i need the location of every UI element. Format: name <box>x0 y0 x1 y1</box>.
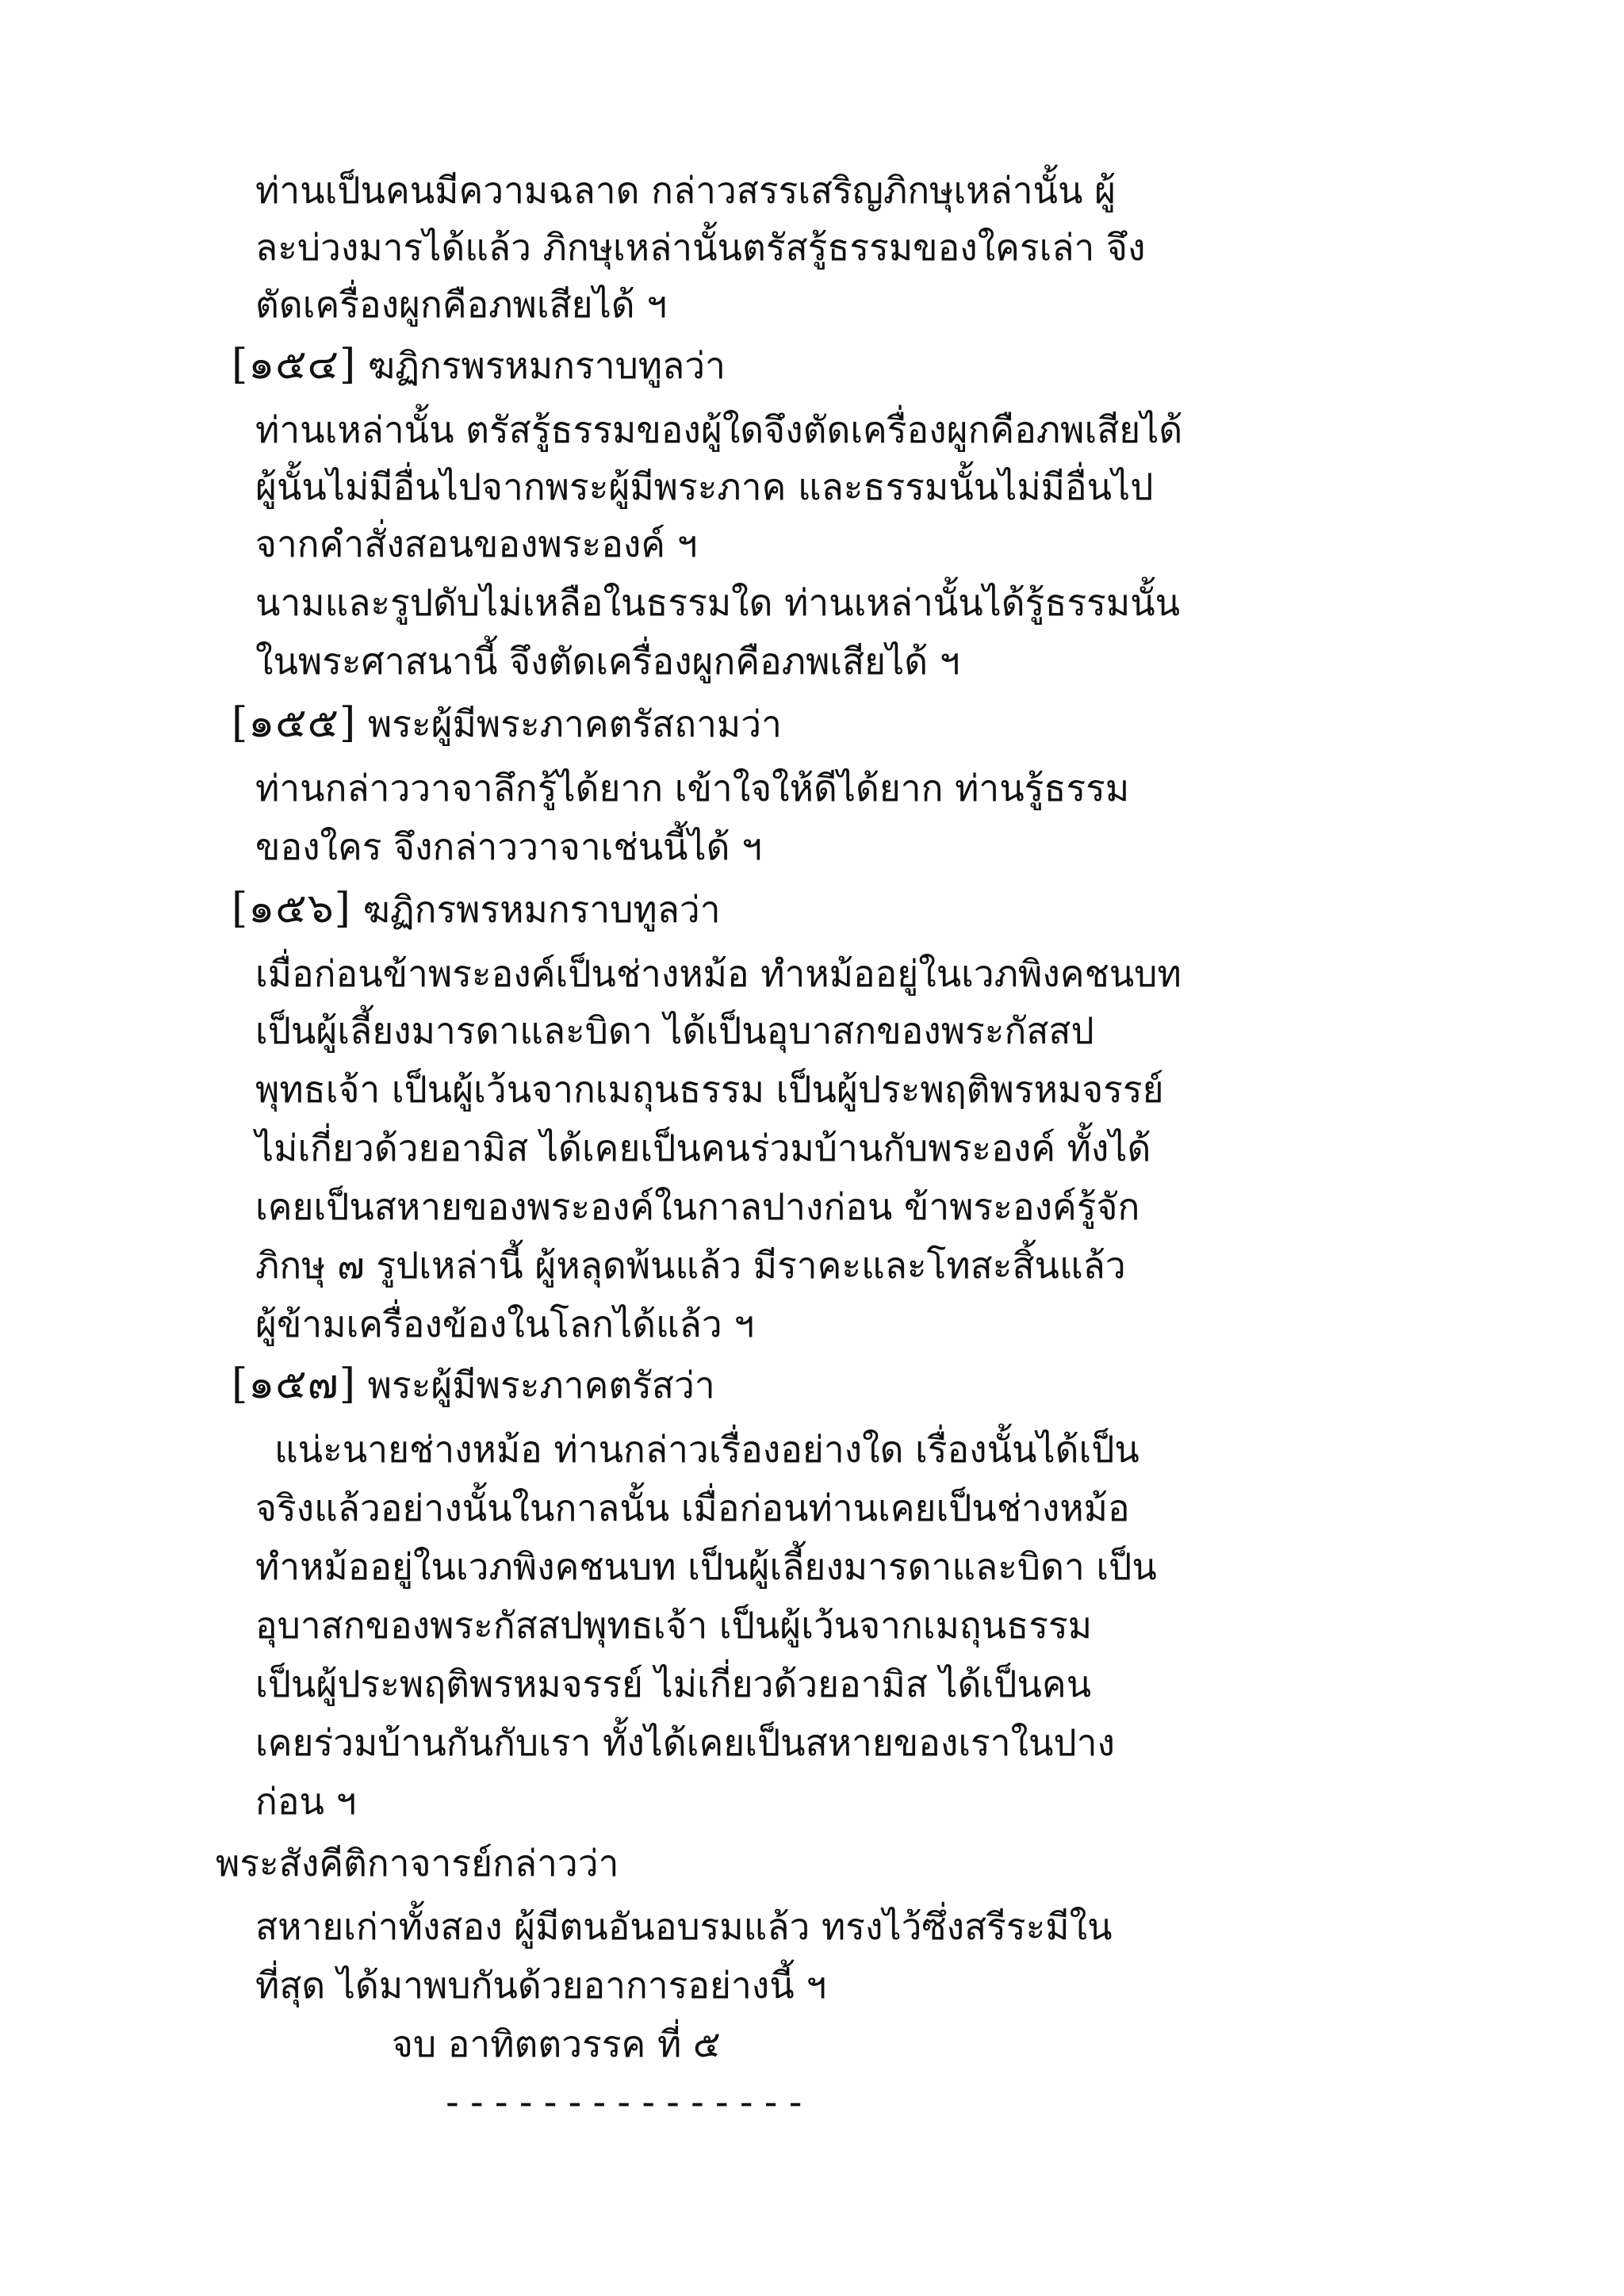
section-heading <box>232 701 782 745</box>
verse-line: ที่สุด ได้มาพบกันด้วยอาการอย่างนี้ ฯ <box>255 1964 827 2007</box>
verse-line: เป็นผู้เลี้ยงมารดาและบิดา ได้เป็นอุบาสกของพระกัสสป <box>255 1009 1094 1052</box>
divider-line: --------------- <box>441 2080 809 2125</box>
speaker-label: พระผู้มีพระภาคตรัสถามว่า <box>367 702 782 745</box>
verse-line: สหายเก่าทั้งสอง ผู้มีตนอันอบรมแล้ว ทรงไว้ซึ่งสรีระมีใน <box>255 1905 1113 1948</box>
verse-line: อุบาสกของพระกัสสปพุทธเจ้า เป็นผู้เว้นจากเมถุนธรรม <box>255 1604 1093 1647</box>
verse-line: ตัดเครื่องผูกคือภพเสียได้ ฯ <box>255 283 668 326</box>
verse-line: ท่านกล่าววาจาลึกรู้ได้ยาก เข้าใจให้ดีได้ยาก ท่านรู้ธรรม <box>255 767 1130 809</box>
section-number: [๑๕๔] <box>232 341 357 388</box>
verse-line: จริงแล้วอย่างนั้นในกาลนั้น เมื่อก่อนท่านเคยเป็นช่างหม้อ <box>255 1487 1130 1529</box>
verse-line: ละบ่วงมารได้แล้ว ภิกษุเหล่านั้นตรัสรู้ธรรมของใครเล่า จึง <box>255 226 1146 269</box>
verse-line: ก่อน ฯ <box>255 1780 357 1823</box>
section-number: [๑๕๗] <box>232 1360 357 1408</box>
section-number: [๑๕๕] <box>232 699 357 747</box>
verse-line: จากคำสั่งสอนของพระองค์ ฯ <box>255 522 698 565</box>
verse-line: แน่ะนายช่างหม้อ ท่านกล่าวเรื่องอย่างใด เรื่องนั้นได้เป็น <box>274 1428 1139 1471</box>
section-heading <box>232 342 726 387</box>
verse-line: ผู้ข้ามเครื่องข้องในโลกได้แล้ว ฯ <box>255 1303 755 1345</box>
verse-line: ในพระศาสนานี้ จึงตัดเครื่องผูกคือภพเสียได้ ฯ <box>255 640 960 683</box>
speaker-label: ฆฏิกรพรหมกราบทูลว่า <box>367 344 726 387</box>
verse-line: ไม่เกี่ยวด้วยอามิส ได้เคยเป็นคนร่วมบ้านกับพระองค์ ทั้งได้ <box>255 1127 1151 1169</box>
verse-line: พุทธเจ้า เป็นผู้เว้นจากเมถุนธรรม เป็นผู้ประพฤติพรหมจรรย์ <box>255 1068 1164 1111</box>
verse-line: เป็นผู้ประพฤติพรหมจรรย์ ไม่เกี่ยวด้วยอามิส ได้เป็นคน <box>255 1663 1092 1705</box>
verse-line: เคยเป็นสหายของพระองค์ในกาลปางก่อน ข้าพระองค์รู้จัก <box>255 1185 1140 1228</box>
speaker-label: พระผู้มีพระภาคตรัสว่า <box>367 1364 715 1406</box>
chapter-end-title: จบ อาทิตตวรรค ที่ ๕ <box>392 2022 721 2065</box>
verse-line: ของใคร จึงกล่าววาจาเช่นนี้ได้ ฯ <box>255 825 762 868</box>
verse-line: เคยร่วมบ้านกันกับเรา ทั้งได้เคยเป็นสหายของเราในปาง <box>255 1721 1115 1764</box>
section-heading <box>232 1362 715 1406</box>
verse-line: เมื่อก่อนข้าพระองค์เป็นช่างหม้อ ทำหม้ออยู่ในเวภพิงคชนบท <box>255 952 1182 995</box>
verse-line: ท่านเหล่านั้น ตรัสรู้ธรรมของผู้ใดจึงตัดเครื่องผูกคือภพเสียได้ <box>255 408 1183 451</box>
verse-line: ทำหม้ออยู่ในเวภพิงคชนบท เป็นผู้เลี้ยงมารดาและบิดา เป็น <box>255 1545 1157 1588</box>
speaker-label: ฆฏิกรพรหมกราบทูลว่า <box>362 888 721 931</box>
narrator-heading: พระสังคีติกาจารย์กล่าวว่า <box>216 1842 619 1885</box>
section-heading <box>232 886 721 931</box>
verse-line: ภิกษุ ๗ รูปเหล่านี้ ผู้หลุดพ้นแล้ว มีราคะและโทสะสิ้นแล้ว <box>255 1244 1126 1287</box>
verse-line: ผู้นั้นไม่มีอื่นไปจากพระผู้มีพระภาค และธรรมนั้นไม่มีอื่นไป <box>255 465 1154 508</box>
section-number: [๑๕๖] <box>232 885 351 932</box>
verse-line: ท่านเป็นคนมีความฉลาด กล่าวสรรเสริญภิกษุเหล่านั้น ผู้ <box>255 169 1116 212</box>
verse-line: นามและรูปดับไม่เหลือในธรรมใด ท่านเหล่านั้นได้รู้ธรรมนั้น <box>255 581 1181 624</box>
